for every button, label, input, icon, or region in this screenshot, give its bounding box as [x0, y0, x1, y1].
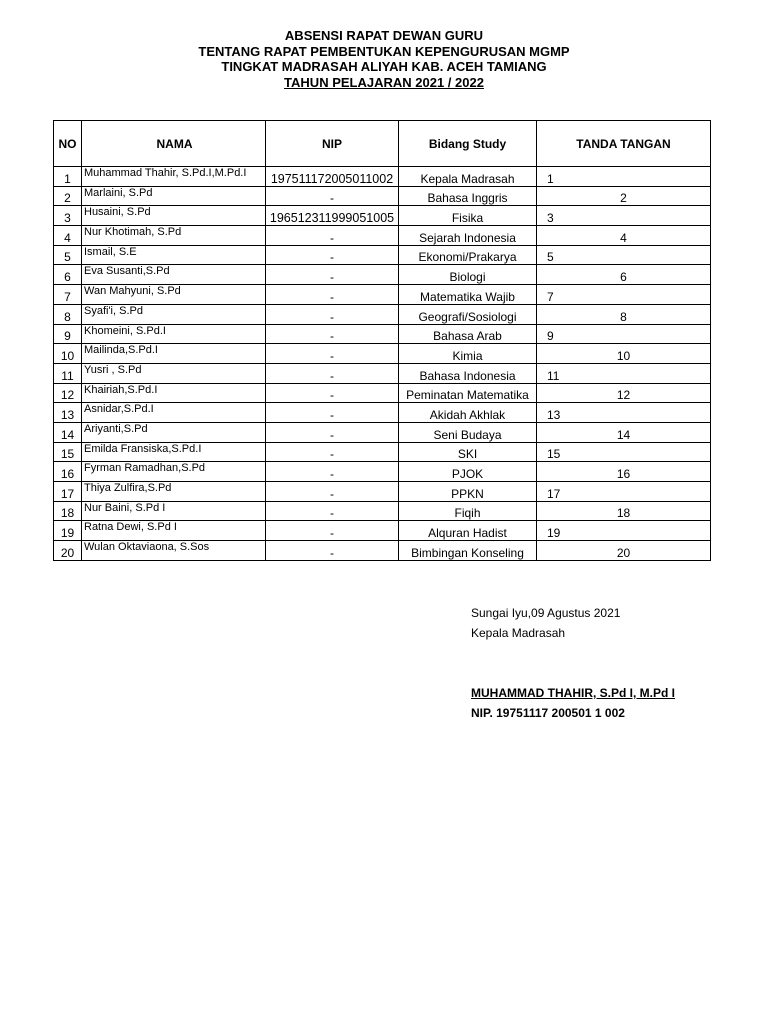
row-nama: Eva Susanti,S.Pd [82, 265, 266, 285]
row-no: 13 [54, 403, 82, 423]
row-tanda-tangan: 6 [537, 265, 711, 285]
col-header-no: NO [54, 121, 82, 167]
row-no: 15 [54, 442, 82, 462]
row-bidang: Geografi/Sosiologi [399, 304, 537, 324]
row-nip: - [266, 422, 399, 442]
title-line-4: TAHUN PELAJARAN 2021 / 2022 [284, 74, 484, 90]
row-bidang: Bahasa Inggris [399, 186, 537, 206]
table-row [54, 245, 711, 265]
row-bidang: Kimia [399, 344, 537, 364]
table-row [54, 265, 711, 285]
row-no: 7 [54, 285, 82, 305]
row-tanda-tangan: 7 [537, 285, 711, 305]
row-tanda-tangan: 18 [537, 501, 711, 521]
row-bidang: PPKN [399, 482, 537, 502]
row-nama: Nur Baini, S.Pd I [82, 501, 266, 521]
attendance-table [53, 120, 711, 561]
row-tanda-tangan: 4 [537, 226, 711, 246]
signer-nip: NIP. 19751117 200501 1 002 [471, 706, 625, 720]
row-tanda-tangan: 1 [537, 167, 711, 187]
row-nip: - [266, 186, 399, 206]
row-nama: Muhammad Thahir, S.Pd.I,M.Pd.I [82, 167, 266, 187]
row-nama: Wulan Oktaviaona, S.Sos [82, 541, 266, 561]
signer-name: MUHAMMAD THAHIR, S.Pd I, M.Pd I [471, 686, 675, 700]
col-header-nip: NIP [266, 121, 399, 167]
row-nip: - [266, 363, 399, 383]
row-bidang: Ekonomi/Prakarya [399, 245, 537, 265]
table-row [54, 285, 711, 305]
row-no: 16 [54, 462, 82, 482]
row-nama: Asnidar,S.Pd.I [82, 403, 266, 423]
row-nip: - [266, 462, 399, 482]
row-nama: Syafi'i, S.Pd [82, 304, 266, 324]
table-row [54, 521, 711, 541]
row-tanda-tangan: 12 [537, 383, 711, 403]
row-nama: Thiya Zulfira,S.Pd [82, 482, 266, 502]
row-bidang: Biologi [399, 265, 537, 285]
row-nama: Nur Khotimah, S.Pd [82, 226, 266, 246]
row-nama: Emilda Fransiska,S.Pd.I [82, 442, 266, 462]
place-date: Sungai Iyu,09 Agustus 2021 [471, 606, 621, 620]
row-no: 2 [54, 186, 82, 206]
row-bidang: Bahasa Arab [399, 324, 537, 344]
row-nip: - [266, 521, 399, 541]
row-no: 17 [54, 482, 82, 502]
row-no: 1 [54, 167, 82, 187]
row-no: 20 [54, 541, 82, 561]
table-row [54, 324, 711, 344]
row-no: 14 [54, 422, 82, 442]
row-nip: 197511172005011002 [266, 167, 399, 187]
row-bidang: Fiqih [399, 501, 537, 521]
signer-position: Kepala Madrasah [471, 626, 566, 640]
row-no: 5 [54, 245, 82, 265]
row-nip: 196512311999051005 [266, 206, 399, 226]
row-bidang: SKI [399, 442, 537, 462]
row-nama: Husaini, S.Pd [82, 206, 266, 226]
row-tanda-tangan: 9 [537, 324, 711, 344]
row-nip: - [266, 482, 399, 502]
row-nip: - [266, 324, 399, 344]
table-header-row [54, 121, 711, 167]
row-tanda-tangan: 8 [537, 304, 711, 324]
row-bidang: Sejarah Indonesia [399, 226, 537, 246]
row-nip: - [266, 285, 399, 305]
row-tanda-tangan: 14 [537, 422, 711, 442]
row-nip: - [266, 245, 399, 265]
row-nip: - [266, 383, 399, 403]
row-nama: Khairiah,S.Pd.I [82, 383, 266, 403]
table-row [54, 363, 711, 383]
row-tanda-tangan: 15 [537, 442, 711, 462]
table-row [54, 482, 711, 502]
table-row [54, 422, 711, 442]
table-row [54, 186, 711, 206]
row-tanda-tangan: 17 [537, 482, 711, 502]
table-row [54, 462, 711, 482]
row-tanda-tangan: 16 [537, 462, 711, 482]
row-no: 3 [54, 206, 82, 226]
row-nip: - [266, 226, 399, 246]
row-tanda-tangan: 2 [537, 186, 711, 206]
row-no: 4 [54, 226, 82, 246]
row-no: 18 [54, 501, 82, 521]
title-line-2: TENTANG RAPAT PEMBENTUKAN KEPENGURUSAN MGMP [198, 43, 570, 59]
document-header [0, 28, 768, 90]
row-nama: Ratna Dewi, S.Pd I [82, 521, 266, 541]
table-row [54, 383, 711, 403]
col-header-tanda-tangan: TANDA TANGAN [537, 121, 711, 167]
row-nip: - [266, 304, 399, 324]
row-nama: Yusri , S.Pd [82, 363, 266, 383]
row-no: 9 [54, 324, 82, 344]
row-nip: - [266, 344, 399, 364]
table-row [54, 403, 711, 423]
row-nip: - [266, 501, 399, 521]
row-nama: Khomeini, S.Pd.I [82, 324, 266, 344]
title-line-3: TINGKAT MADRASAH ALIYAH KAB. ACEH TAMIANG [221, 59, 547, 74]
table-row [54, 304, 711, 324]
row-nip: - [266, 403, 399, 423]
row-bidang: Matematika Wajib [399, 285, 537, 305]
row-tanda-tangan: 20 [537, 541, 711, 561]
row-nama: Ariyanti,S.Pd [82, 422, 266, 442]
row-no: 6 [54, 265, 82, 285]
row-nama: Marlaini, S.Pd [82, 186, 266, 206]
row-no: 12 [54, 383, 82, 403]
table-row [54, 167, 711, 187]
row-nip: - [266, 442, 399, 462]
row-tanda-tangan: 10 [537, 344, 711, 364]
row-no: 19 [54, 521, 82, 541]
row-tanda-tangan: 11 [537, 363, 711, 383]
row-bidang: Peminatan Matematika [399, 383, 537, 403]
row-nama: Ismail, S.E [82, 245, 266, 265]
col-header-nama: NAMA [82, 121, 266, 167]
row-tanda-tangan: 13 [537, 403, 711, 423]
table-row [54, 501, 711, 521]
row-no: 10 [54, 344, 82, 364]
row-bidang: Alquran Hadist [399, 521, 537, 541]
row-nama: Mailinda,S.Pd.I [82, 344, 266, 364]
row-bidang: Fisika [399, 206, 537, 226]
title-line-1: ABSENSI RAPAT DEWAN GURU [284, 28, 484, 43]
col-header-bidang: Bidang Study [399, 121, 537, 167]
row-nip: - [266, 541, 399, 561]
row-no: 8 [54, 304, 82, 324]
table-row [54, 541, 711, 561]
row-nama: Wan Mahyuni, S.Pd [82, 285, 266, 305]
row-bidang: Bimbingan Konseling [399, 541, 537, 561]
row-bidang: Akidah Akhlak [399, 403, 537, 423]
table-row [54, 226, 711, 246]
table-row [54, 442, 711, 462]
row-nama: Fyrman Ramadhan,S.Pd [82, 462, 266, 482]
table-row [54, 206, 711, 226]
row-nip: - [266, 265, 399, 285]
row-no: 11 [54, 363, 82, 383]
row-bidang: Kepala Madrasah [399, 167, 537, 187]
row-tanda-tangan: 3 [537, 206, 711, 226]
table-row [54, 344, 711, 364]
row-bidang: Bahasa Indonesia [399, 363, 537, 383]
row-tanda-tangan: 5 [537, 245, 711, 265]
row-tanda-tangan: 19 [537, 521, 711, 541]
row-bidang: PJOK [399, 462, 537, 482]
row-bidang: Seni Budaya [399, 422, 537, 442]
